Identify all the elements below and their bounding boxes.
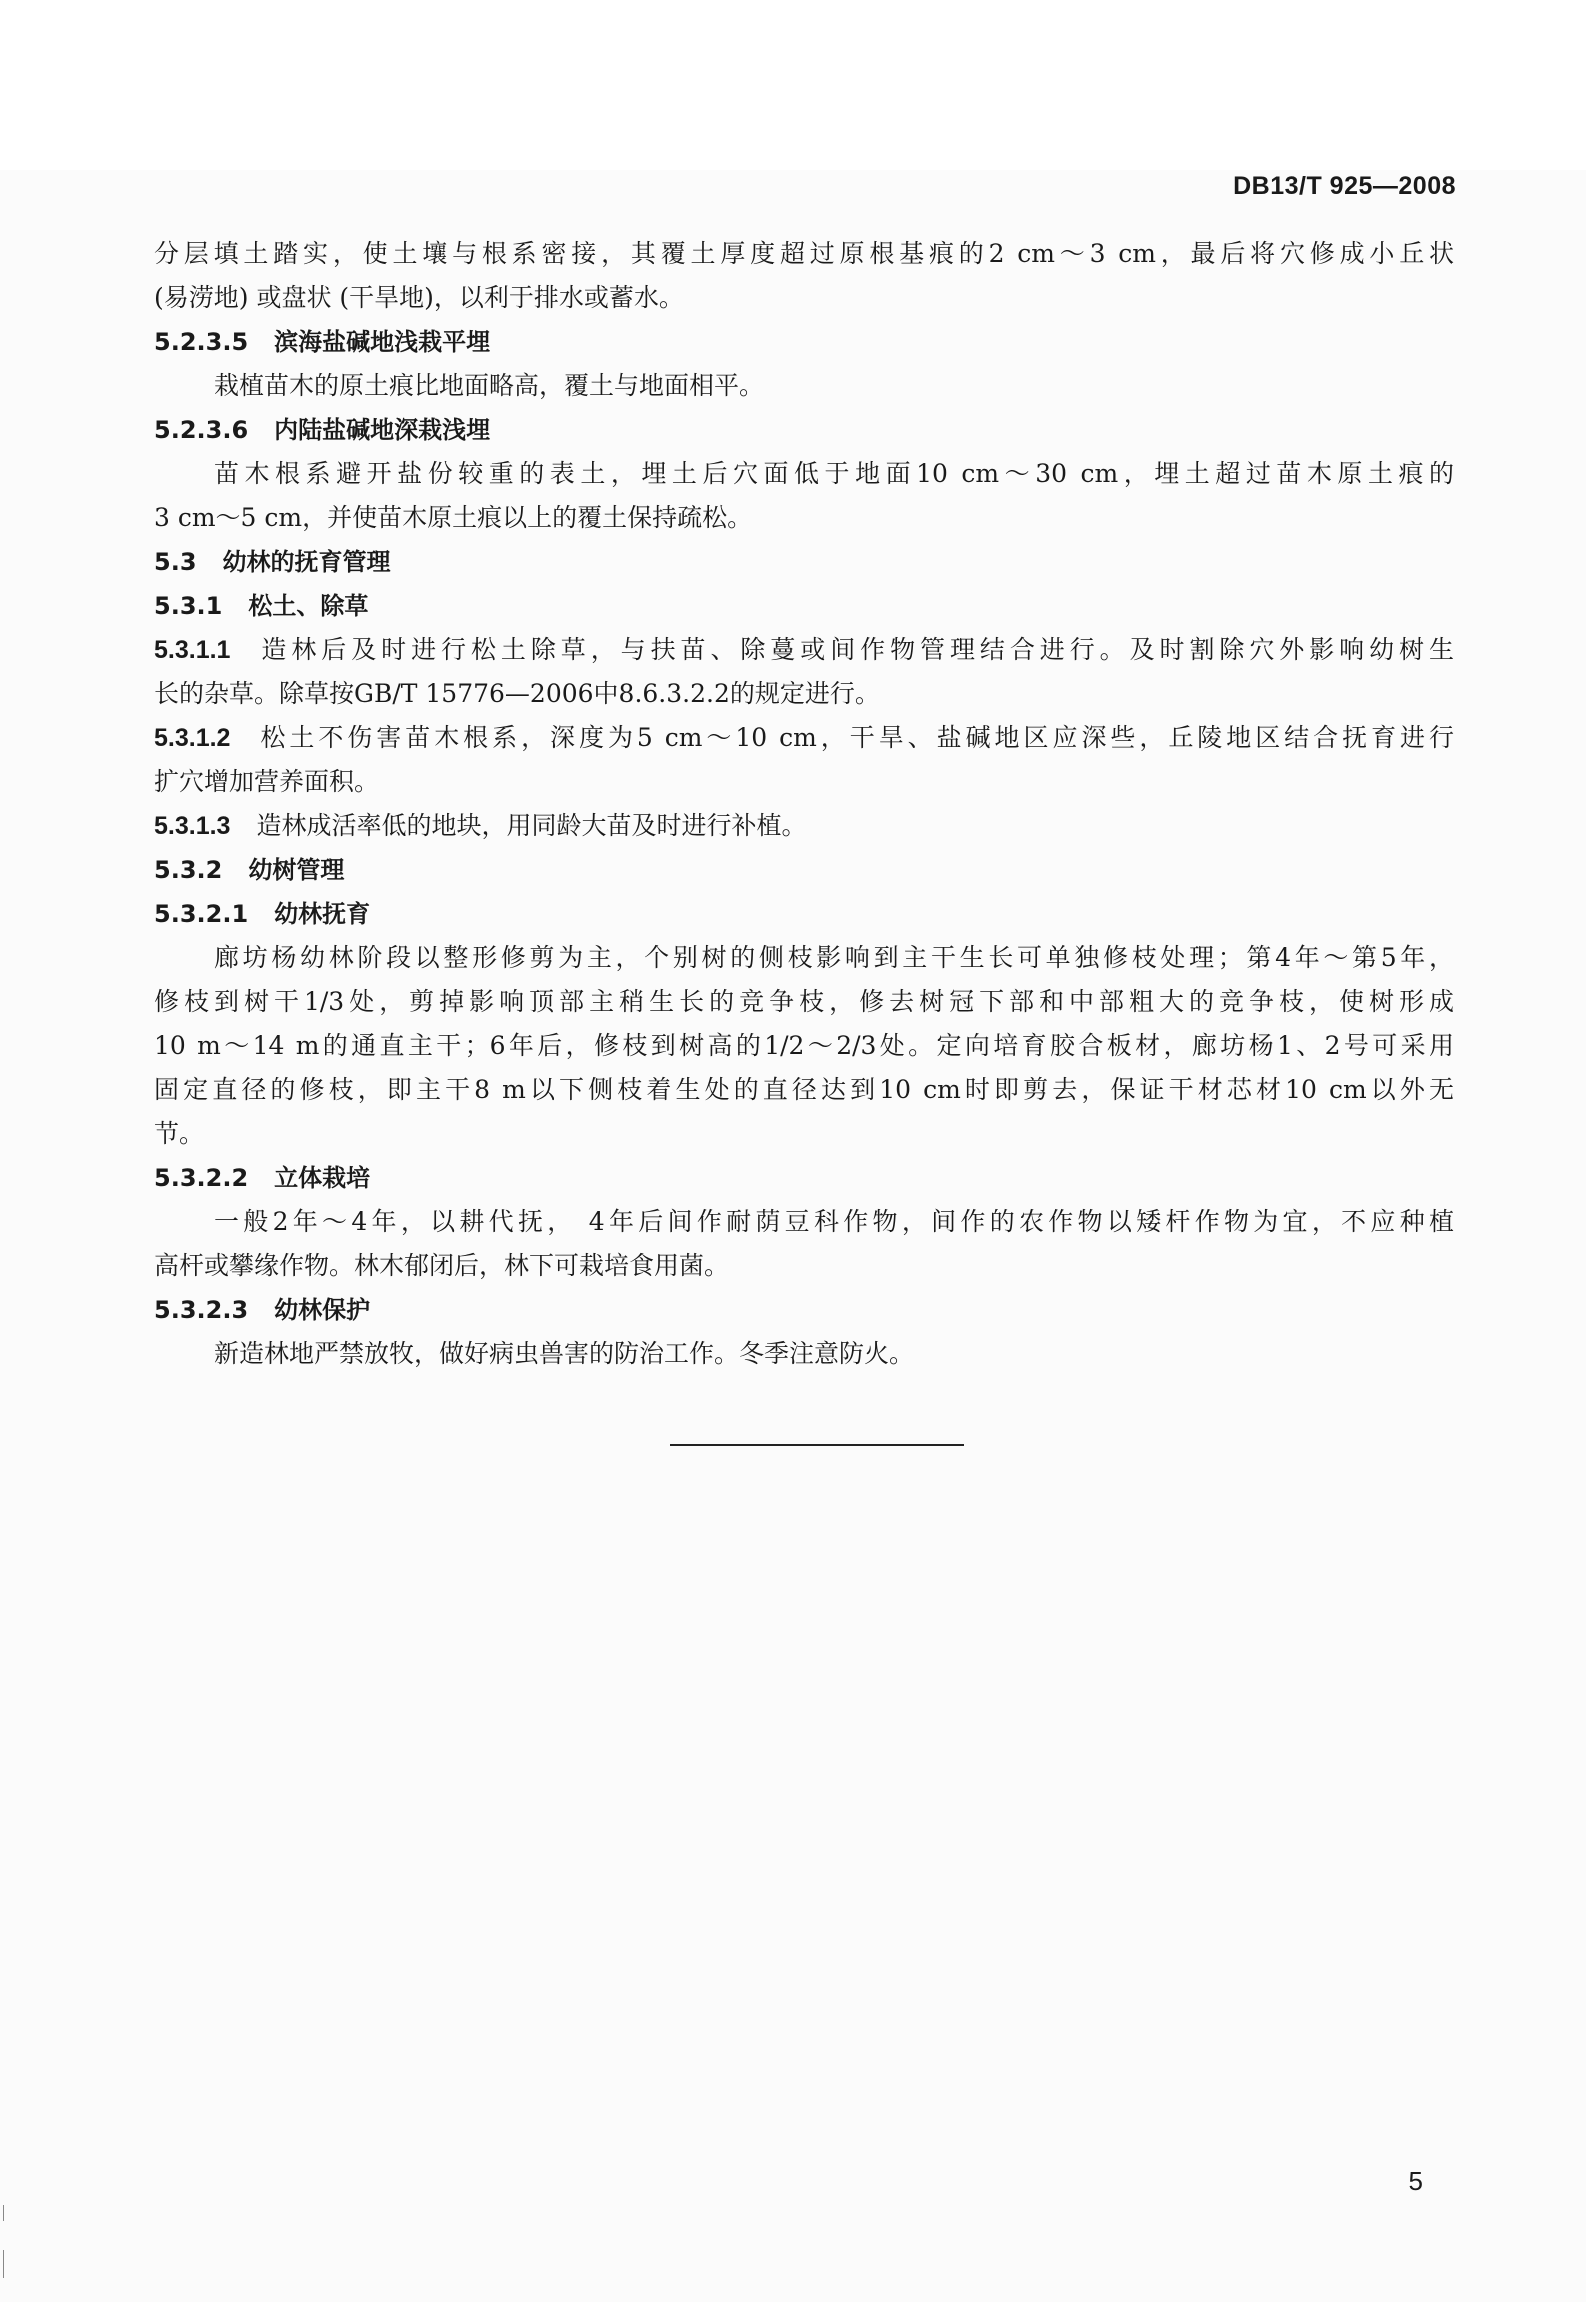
section-heading-5-2-3-6 [154, 408, 1454, 452]
clause-5-3-1-3 [154, 804, 1454, 848]
section-title: 幼林的抚育管理 [222, 548, 391, 576]
section-title: 幼树管理 [248, 856, 345, 884]
paragraph-line: 修枝到树干1/3处，剪掉影响顶部主稍生长的竞争枝，修去树冠下部和中部粗大的竞争枝，使树形成 [154, 987, 1454, 1016]
clause-text: 造林后及时进行松土除草，与扶苗、除蔓或间作物管理结合进行。及时割除穴外影响幼树生 [256, 635, 1454, 664]
section-title: 立体栽培 [274, 1164, 371, 1192]
paragraph-line: 长的杂草。除草按GB/T 15776—2006中8.6.3.2.2的规定进行。 [154, 679, 880, 708]
paragraph-line: 栽植苗木的原土痕比地面略高，覆土与地面相平。 [214, 371, 765, 400]
paragraph-line: 固定直径的修枝，即主干8 m以下侧枝着生处的直径达到10 cm时即剪去，保证干材芯材10 cm以外无 [154, 1075, 1454, 1104]
clause-number: 5.3.1.3 [154, 812, 231, 840]
section-heading-5-3-2-1 [154, 892, 1454, 936]
section-title: 松土、除草 [248, 592, 369, 620]
clause-5-3-1-2 [154, 716, 1454, 760]
section-number: 5.3.2 [154, 856, 223, 884]
document-body [154, 232, 1454, 1376]
section-number: 5.3.2.1 [154, 900, 249, 928]
section-heading-5-3-1 [154, 584, 1454, 628]
section-number: 5.3.2.3 [154, 1296, 249, 1324]
section-heading-5-3-2 [154, 848, 1454, 892]
section-title: 幼林保护 [274, 1296, 371, 1324]
section-number: 5.2.3.5 [154, 328, 249, 356]
section-number: 5.3.1 [154, 592, 223, 620]
section-number: 5.3.2.2 [154, 1164, 249, 1192]
section-number: 5.2.3.6 [154, 416, 249, 444]
scan-margin-mark [3, 2205, 4, 2221]
end-of-text-rule [670, 1444, 964, 1446]
section-title: 幼林抚育 [274, 900, 371, 928]
paragraph-line: 高杆或攀缘作物。林木郁闭后，林下可栽培食用菌。 [154, 1251, 730, 1280]
section-heading-5-2-3-5 [154, 320, 1454, 364]
paragraph-line: (易涝地) 或盘状 (干旱地)，以利于排水或蓄水。 [154, 283, 684, 312]
scan-margin-mark [3, 2250, 4, 2278]
clause-number: 5.3.1.1 [154, 636, 231, 664]
clause-text: 松土不伤害苗木根系，深度为5 cm～10 cm，干旱、盐碱地区应深些，丘陵地区结合抚育进行 [256, 723, 1454, 752]
section-heading-5-3 [154, 540, 1454, 584]
section-heading-5-3-2-2 [154, 1156, 1454, 1200]
paragraph-line: 一般2年～4年，以耕代抚， 4年后间作耐荫豆科作物，间作的农作物以矮杆作物为宜，不应种植 [214, 1207, 1454, 1236]
paragraph-line: 10 m～14 m的通直主干；6年后，修枝到树高的1/2～2/3处。定向培育胶合板材，廊坊杨1、2号可采用 [154, 1031, 1454, 1060]
clause-5-3-1-1 [154, 628, 1454, 672]
section-heading-5-3-2-3 [154, 1288, 1454, 1332]
standard-code: DB13/T 925—2008 [1233, 172, 1456, 200]
clause-number: 5.3.1.2 [154, 724, 231, 752]
clause-text: 造林成活率低的地块，用同龄大苗及时进行补植。 [256, 811, 807, 840]
paragraph-line: 廊坊杨幼林阶段以整形修剪为主，个别树的侧枝影响到主干生长可单独修枝处理；第4年～第5年， [214, 943, 1454, 972]
paragraph-line: 苗木根系避开盐份较重的表土，埋土后穴面低于地面10 cm～30 cm，埋土超过苗木原土痕的 [214, 459, 1454, 488]
page-number: 5 [1408, 2166, 1423, 2196]
section-number: 5.3 [154, 548, 197, 576]
section-title: 内陆盐碱地深栽浅埋 [274, 416, 491, 444]
section-title: 滨海盐碱地浅栽平埋 [274, 328, 491, 356]
paragraph-line: 扩穴增加营养面积。 [154, 767, 380, 796]
paragraph-line: 3 cm～5 cm，并使苗木原土痕以上的覆土保持疏松。 [154, 503, 753, 532]
paragraph-line: 节。 [154, 1119, 205, 1148]
paragraph-line: 分层填土踏实，使土壤与根系密接，其覆土厚度超过原根基痕的2 cm～3 cm，最后将穴修成小丘状 [154, 239, 1454, 268]
paragraph-line: 新造林地严禁放牧，做好病虫兽害的防治工作。冬季注意防火。 [214, 1339, 915, 1368]
